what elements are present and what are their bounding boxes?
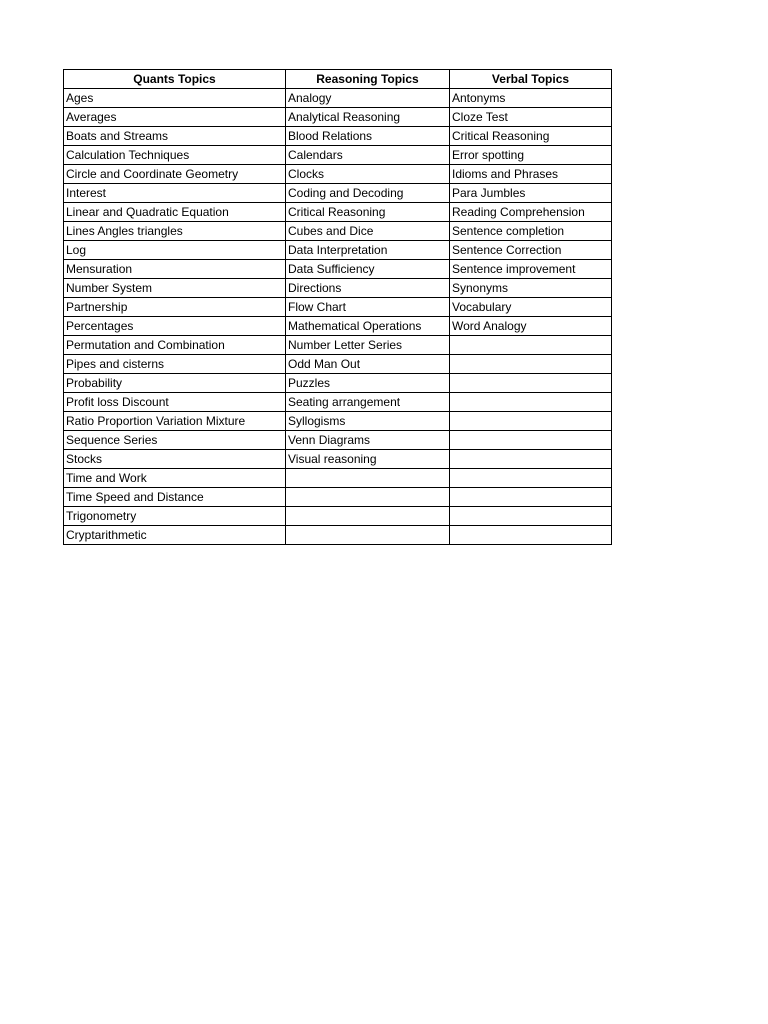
quants-topic-cell: Lines Angles triangles bbox=[64, 222, 286, 241]
quants-topic-cell: Time and Work bbox=[64, 469, 286, 488]
quants-topic-cell: Profit loss Discount bbox=[64, 393, 286, 412]
reasoning-topic-cell: Clocks bbox=[286, 165, 450, 184]
quants-topic-cell: Probability bbox=[64, 374, 286, 393]
topics-body bbox=[64, 89, 612, 545]
table-row bbox=[64, 393, 612, 412]
table-row bbox=[64, 412, 612, 431]
reasoning-topic-cell: Puzzles bbox=[286, 374, 450, 393]
verbal-topic-cell: Error spotting bbox=[450, 146, 612, 165]
verbal-topic-cell bbox=[450, 336, 612, 355]
quants-topic-cell: Stocks bbox=[64, 450, 286, 469]
reasoning-topic-cell: Analogy bbox=[286, 89, 450, 108]
reasoning-topic-cell: Analytical Reasoning bbox=[286, 108, 450, 127]
quants-topic-cell: Partnership bbox=[64, 298, 286, 317]
reasoning-topic-cell: Cubes and Dice bbox=[286, 222, 450, 241]
quants-topic-cell: Log bbox=[64, 241, 286, 260]
quants-topic-cell: Permutation and Combination bbox=[64, 336, 286, 355]
topics-table bbox=[63, 69, 612, 545]
reasoning-topic-cell: Data Interpretation bbox=[286, 241, 450, 260]
verbal-topic-cell: Idioms and Phrases bbox=[450, 165, 612, 184]
reasoning-topic-cell: Critical Reasoning bbox=[286, 203, 450, 222]
verbal-topic-cell: Critical Reasoning bbox=[450, 127, 612, 146]
quants-topic-cell: Mensuration bbox=[64, 260, 286, 279]
verbal-topic-cell bbox=[450, 374, 612, 393]
quants-topic-cell: Ratio Proportion Variation Mixture bbox=[64, 412, 286, 431]
verbal-topic-cell: Para Jumbles bbox=[450, 184, 612, 203]
reasoning-topic-cell bbox=[286, 526, 450, 545]
table-row bbox=[64, 431, 612, 450]
reasoning-topic-cell: Seating arrangement bbox=[286, 393, 450, 412]
quants-topic-cell: Trigonometry bbox=[64, 507, 286, 526]
quants-topic-cell: Percentages bbox=[64, 317, 286, 336]
table-row bbox=[64, 355, 612, 374]
reasoning-topic-cell: Blood Relations bbox=[286, 127, 450, 146]
quants-topic-cell: Sequence Series bbox=[64, 431, 286, 450]
verbal-topic-cell: Reading Comprehension bbox=[450, 203, 612, 222]
reasoning-topic-cell: Odd Man Out bbox=[286, 355, 450, 374]
table-row bbox=[64, 108, 612, 127]
table-row bbox=[64, 184, 612, 203]
reasoning-topic-cell: Calendars bbox=[286, 146, 450, 165]
quants-topic-cell: Interest bbox=[64, 184, 286, 203]
quants-topic-cell: Averages bbox=[64, 108, 286, 127]
quants-topic-cell: Boats and Streams bbox=[64, 127, 286, 146]
table-row bbox=[64, 488, 612, 507]
verbal-topic-cell bbox=[450, 488, 612, 507]
verbal-topic-cell bbox=[450, 412, 612, 431]
reasoning-topic-cell: Number Letter Series bbox=[286, 336, 450, 355]
table-row bbox=[64, 241, 612, 260]
quants-topic-cell: Cryptarithmetic bbox=[64, 526, 286, 545]
verbal-topic-cell bbox=[450, 355, 612, 374]
quants-topic-cell: Number System bbox=[64, 279, 286, 298]
table-row bbox=[64, 89, 612, 108]
verbal-topic-cell bbox=[450, 393, 612, 412]
table-row bbox=[64, 222, 612, 241]
table-row bbox=[64, 260, 612, 279]
table-row bbox=[64, 317, 612, 336]
header-quants-topics: Quants Topics bbox=[64, 70, 286, 89]
header-verbal-topics: Verbal Topics bbox=[450, 70, 612, 89]
table-row bbox=[64, 146, 612, 165]
table-row bbox=[64, 450, 612, 469]
header-row bbox=[64, 70, 612, 89]
table-row bbox=[64, 336, 612, 355]
quants-topic-cell: Circle and Coordinate Geometry bbox=[64, 165, 286, 184]
table-row bbox=[64, 203, 612, 222]
reasoning-topic-cell bbox=[286, 507, 450, 526]
verbal-topic-cell: Synonyms bbox=[450, 279, 612, 298]
verbal-topic-cell: Sentence improvement bbox=[450, 260, 612, 279]
verbal-topic-cell bbox=[450, 450, 612, 469]
quants-topic-cell: Pipes and cisterns bbox=[64, 355, 286, 374]
table-row bbox=[64, 127, 612, 146]
verbal-topic-cell bbox=[450, 469, 612, 488]
table-row bbox=[64, 526, 612, 545]
verbal-topic-cell: Sentence Correction bbox=[450, 241, 612, 260]
verbal-topic-cell: Sentence completion bbox=[450, 222, 612, 241]
reasoning-topic-cell: Venn Diagrams bbox=[286, 431, 450, 450]
reasoning-topic-cell: Directions bbox=[286, 279, 450, 298]
reasoning-topic-cell: Syllogisms bbox=[286, 412, 450, 431]
quants-topic-cell: Ages bbox=[64, 89, 286, 108]
reasoning-topic-cell bbox=[286, 488, 450, 507]
quants-topic-cell: Linear and Quadratic Equation bbox=[64, 203, 286, 222]
table-row bbox=[64, 279, 612, 298]
table-row bbox=[64, 374, 612, 393]
verbal-topic-cell bbox=[450, 526, 612, 545]
verbal-topic-cell: Cloze Test bbox=[450, 108, 612, 127]
quants-topic-cell: Time Speed and Distance bbox=[64, 488, 286, 507]
verbal-topic-cell bbox=[450, 507, 612, 526]
table-row bbox=[64, 298, 612, 317]
verbal-topic-cell: Word Analogy bbox=[450, 317, 612, 336]
verbal-topic-cell: Vocabulary bbox=[450, 298, 612, 317]
table-row bbox=[64, 469, 612, 488]
topics-sheet bbox=[63, 69, 612, 545]
reasoning-topic-cell bbox=[286, 469, 450, 488]
quants-topic-cell: Calculation Techniques bbox=[64, 146, 286, 165]
verbal-topic-cell: Antonyms bbox=[450, 89, 612, 108]
reasoning-topic-cell: Flow Chart bbox=[286, 298, 450, 317]
reasoning-topic-cell: Mathematical Operations bbox=[286, 317, 450, 336]
reasoning-topic-cell: Data Sufficiency bbox=[286, 260, 450, 279]
table-row bbox=[64, 165, 612, 184]
reasoning-topic-cell: Visual reasoning bbox=[286, 450, 450, 469]
header-reasoning-topics: Reasoning Topics bbox=[286, 70, 450, 89]
table-row bbox=[64, 507, 612, 526]
verbal-topic-cell bbox=[450, 431, 612, 450]
reasoning-topic-cell: Coding and Decoding bbox=[286, 184, 450, 203]
